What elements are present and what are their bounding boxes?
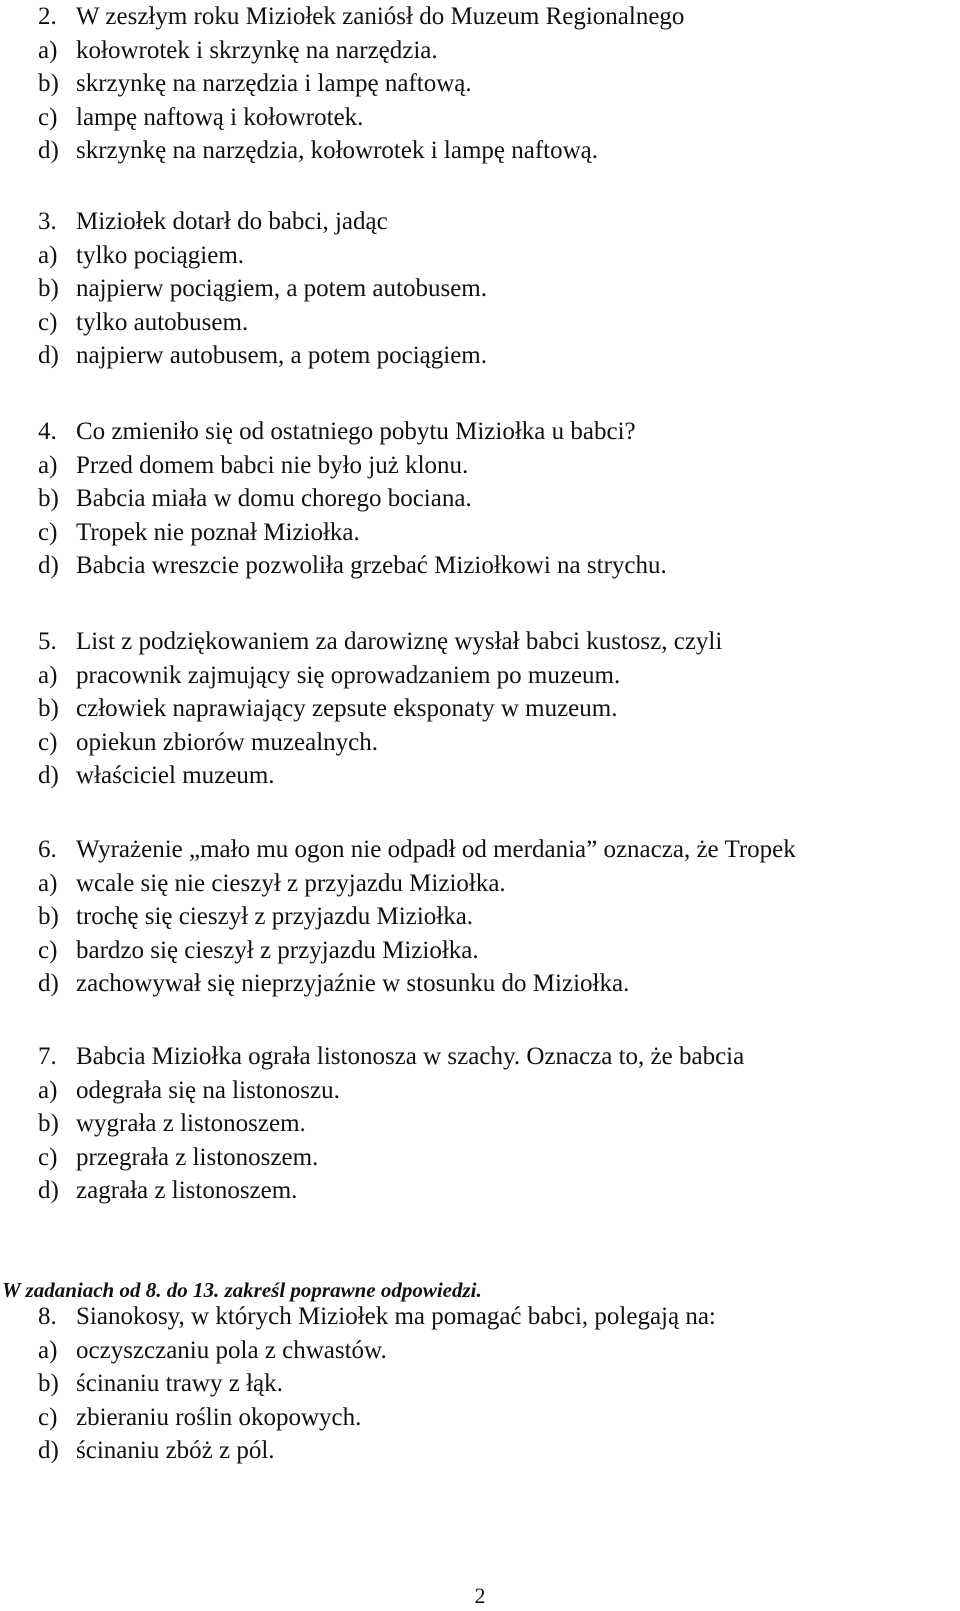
answer-option[interactable] [38,692,953,726]
question-stem [38,0,953,34]
option-letter: b) [38,1110,59,1137]
option-text: odegrała się na listonoszu. [76,1076,340,1104]
question-5 [38,625,953,793]
option-letter: b) [38,695,59,722]
option-text: właściciel muzeum. [76,762,275,789]
answer-option[interactable] [38,272,953,306]
question-number: 3. [38,208,57,235]
option-text: pracownik zajmujący się oprowadzaniem po muzeum. [76,661,621,689]
option-text: oczyszczaniu pola z chwastów. [76,1336,387,1364]
option-letter: c) [38,1403,58,1431]
answer-option[interactable] [38,516,953,550]
option-letter: d) [38,1437,59,1464]
option-letter: c) [38,308,58,336]
option-text: opiekun zbiorów muzealnych. [76,728,378,756]
answer-option[interactable] [38,1107,953,1141]
option-text: Babcia wreszcie pozwoliła grzebać Miziołkowi na strychu. [76,552,667,579]
option-letter: a) [38,1336,58,1364]
option-letter: d) [38,762,59,789]
answer-option[interactable] [38,900,953,934]
option-letter: b) [38,485,59,512]
answer-option[interactable] [38,867,953,901]
option-text: bardzo się cieszył z przyjazdu Miziołka. [76,936,479,964]
option-text: zbieraniu roślin okopowych. [76,1403,362,1431]
answer-option[interactable] [38,934,953,968]
question-7 [38,1040,953,1208]
answer-option[interactable] [38,67,953,101]
option-letter: a) [38,869,58,897]
question-number: 5. [38,628,57,655]
option-text: najpierw pociągiem, a potem autobusem. [76,275,487,302]
answer-option[interactable] [38,1401,953,1435]
question-stem [38,1300,953,1334]
question-text: W zeszłym roku Miziołek zaniósł do Muzeum Regionalnego [76,3,685,30]
answer-option[interactable] [38,339,953,373]
option-letter: d) [38,342,59,369]
option-letter: a) [38,661,58,689]
answer-option[interactable] [38,1434,953,1468]
option-text: człowiek naprawiający zepsute eksponaty w muzeum. [76,695,618,722]
question-4 [38,415,953,583]
question-text: Wyrażenie „mało mu ogon nie odpadł od merdania” oznacza, że Tropek [76,836,796,863]
question-number: 2. [38,3,57,30]
answer-option[interactable] [38,726,953,760]
option-letter: c) [38,103,58,131]
answer-option[interactable] [38,659,953,693]
option-text: zagrała z listonoszem. [76,1177,298,1204]
option-text: lampę naftową i kołowrotek. [76,103,364,131]
option-letter: b) [38,1370,59,1397]
option-letter: b) [38,70,59,97]
option-letter: c) [38,1143,58,1171]
option-text: Babcia miała w domu chorego bociana. [76,485,472,512]
option-text: zachowywał się nieprzyjaźnie w stosunku do Miziołka. [76,970,630,997]
question-text: Sianokosy, w których Miziołek ma pomagać babci, polegają na: [76,1303,716,1330]
question-number: 7. [38,1043,57,1070]
option-text: ścinaniu zbóż z pól. [76,1437,275,1464]
question-text: Co zmieniło się od ostatniego pobytu Miziołka u babci? [76,418,636,445]
option-text: trochę się cieszył z przyjazdu Miziołka. [76,903,474,930]
option-text: wygrała z listonoszem. [76,1110,306,1137]
option-letter: a) [38,451,58,479]
option-text: kołowrotek i skrzynkę na narzędzia. [76,36,438,64]
option-text: ścinaniu trawy z łąk. [76,1370,283,1397]
question-stem [38,415,953,449]
option-letter: b) [38,903,59,930]
option-text: wcale się nie cieszył z przyjazdu Miziołka. [76,869,506,897]
option-letter: c) [38,518,58,546]
answer-option[interactable] [38,239,953,273]
option-letter: a) [38,1076,58,1104]
page-number: 2 [474,1583,486,1608]
answer-option[interactable] [38,101,953,135]
answer-option[interactable] [38,306,953,340]
answer-option[interactable] [38,549,953,583]
option-text: przegrała z listonoszem. [76,1143,319,1171]
answer-option[interactable] [38,482,953,516]
option-letter: a) [38,241,58,269]
question-2 [38,0,953,168]
question-3 [38,205,953,373]
option-letter: c) [38,936,58,964]
option-letter: d) [38,1177,59,1204]
answer-option[interactable] [38,967,953,1001]
question-text: Babcia Miziołka ograła listonosza w szachy. Oznacza to, że babcia [76,1043,745,1070]
answer-option[interactable] [38,34,953,68]
option-letter: d) [38,552,59,579]
option-letter: c) [38,728,58,756]
question-number: 6. [38,836,57,863]
option-text: Tropek nie poznał Miziołka. [76,518,360,546]
answer-option[interactable] [38,1367,953,1401]
question-6 [38,833,953,1001]
question-text: Miziołek dotarł do babci, jadąc [76,208,388,235]
option-text: Przed domem babci nie było już klonu. [76,451,469,479]
answer-option[interactable] [38,1141,953,1175]
question-8 [38,1300,953,1468]
answer-option[interactable] [38,134,953,168]
question-stem [38,833,953,867]
answer-option[interactable] [38,1074,953,1108]
question-number: 8. [38,1303,57,1330]
option-text: skrzynkę na narzędzia i lampę naftową. [76,70,472,97]
question-stem [38,205,953,239]
option-letter: a) [38,36,58,64]
option-letter: d) [38,137,59,164]
question-number: 4. [38,418,57,445]
answer-option[interactable] [38,759,953,793]
option-text: skrzynkę na narzędzia, kołowrotek i lampę naftową. [76,137,599,164]
option-text: tylko autobusem. [76,308,249,336]
answer-option[interactable] [38,1334,953,1368]
answer-option[interactable] [38,449,953,483]
option-letter: d) [38,970,59,997]
question-stem [38,625,953,659]
option-text: tylko pociągiem. [76,241,245,269]
answer-option[interactable] [38,1174,953,1208]
section-instruction: W zadaniach od 8. do 13. zakreśl poprawne odpowiedzi. [2,1278,482,1302]
option-letter: b) [38,275,59,302]
question-text: List z podziękowaniem za darowiznę wysłał babci kustosz, czyli [76,628,723,655]
option-text: najpierw autobusem, a potem pociągiem. [76,342,487,369]
question-stem [38,1040,953,1074]
